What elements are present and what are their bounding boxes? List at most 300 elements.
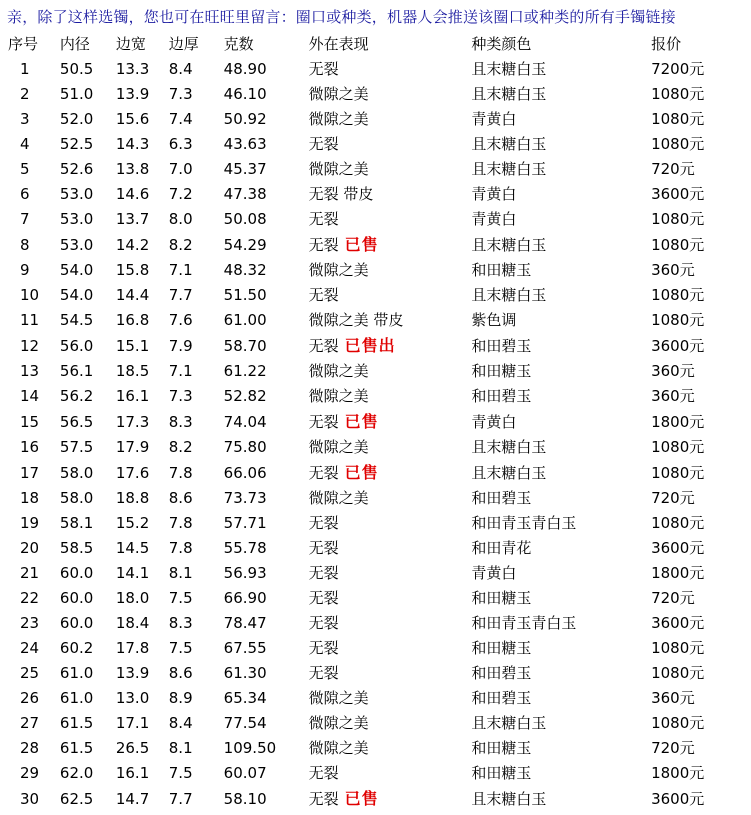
cell-inner-diameter: 60.2: [59, 639, 94, 657]
cell-grams: 55.78: [223, 539, 267, 557]
cell-no: 23: [20, 614, 40, 632]
table-row: [0, 232, 751, 258]
cell-inner-diameter: 51.0: [59, 85, 94, 103]
cell-grams: 58.70: [223, 336, 267, 355]
cell-grams: 48.32: [223, 261, 267, 279]
cell-inner-diameter: 61.5: [59, 714, 94, 732]
cell-width: 13.8: [115, 160, 150, 178]
cell-width: 13.9: [115, 85, 150, 103]
cell-appearance: [309, 82, 472, 107]
cell-no: 2: [20, 85, 30, 103]
cell-price: 1080元: [651, 286, 705, 304]
cell-kind-color: 青黄白: [471, 110, 517, 128]
header-grams: 克数: [223, 34, 254, 53]
appearance-text: 微隙之美: [308, 714, 369, 732]
cell-price: 3600元: [651, 789, 705, 808]
cell-grams: 74.04: [223, 412, 267, 431]
cell-width: 14.2: [115, 235, 150, 254]
cell-width: 17.9: [115, 438, 150, 456]
cell-grams: 56.93: [223, 564, 267, 582]
cell-inner-diameter: 56.2: [59, 387, 94, 405]
table-row: [0, 761, 751, 786]
cell-no: 24: [20, 639, 40, 657]
cell-kind-color: 和田糖玉: [471, 764, 532, 782]
cell-price: 360元: [651, 261, 695, 279]
appearance-text: 无裂: [308, 60, 339, 78]
cell-grams: 50.92: [223, 110, 267, 128]
cell-inner-diameter: 61.5: [59, 739, 94, 757]
appearance-text: 微隙之美: [308, 438, 369, 456]
appearance-text: 无裂: [308, 790, 339, 808]
cell-inner-diameter: 52.5: [59, 135, 94, 153]
table-row: [0, 711, 751, 736]
cell-thickness: 7.7: [168, 789, 193, 808]
cell-appearance: [309, 486, 472, 511]
appearance-text: 无裂: [308, 539, 339, 557]
cell-thickness: 7.8: [168, 463, 193, 482]
cell-grams: 43.63: [223, 135, 267, 153]
cell-kind-color: 且末糖白玉: [471, 463, 547, 482]
cell-no: 1: [20, 60, 30, 78]
cell-inner-diameter: 60.0: [59, 564, 94, 582]
cell-grams: 47.38: [223, 185, 267, 203]
cell-inner-diameter: 56.1: [59, 362, 94, 380]
cell-inner-diameter: 53.0: [59, 235, 94, 254]
cell-price: 720元: [651, 589, 695, 607]
cell-no: 16: [20, 438, 40, 456]
cell-price: 1080元: [651, 714, 705, 732]
cell-price: 1080元: [651, 110, 705, 128]
sold-badge: 已售: [344, 235, 379, 254]
appearance-text: 微隙之美: [308, 110, 369, 128]
cell-thickness: 8.1: [168, 564, 193, 582]
cell-appearance: [309, 536, 472, 561]
table-row: [0, 460, 751, 486]
table-row: [0, 435, 751, 460]
appearance-text: 无裂: [308, 514, 339, 532]
cell-inner-diameter: 54.5: [59, 311, 94, 329]
cell-grams: 66.90: [223, 589, 267, 607]
cell-appearance: [309, 586, 472, 611]
bracelet-table: [0, 31, 751, 812]
cell-thickness: 7.0: [168, 160, 193, 178]
appearance-text: 无裂: [308, 286, 339, 304]
appearance-text: 微隙之美: [308, 261, 369, 279]
cell-inner-diameter: 58.1: [59, 514, 94, 532]
cell-grams: 61.30: [223, 664, 267, 682]
cell-appearance: [309, 661, 472, 686]
cell-no: 18: [20, 489, 40, 507]
table-row: [0, 611, 751, 636]
cell-inner-diameter: 62.5: [59, 789, 94, 808]
sold-badge: 已售出: [344, 336, 396, 355]
cell-no: 21: [20, 564, 40, 582]
cell-thickness: 6.3: [168, 135, 193, 153]
table-header-row: [0, 31, 751, 57]
cell-grams: 77.54: [223, 714, 267, 732]
table-row: [0, 636, 751, 661]
cell-no: 26: [20, 689, 40, 707]
cell-width: 15.6: [115, 110, 150, 128]
cell-appearance: [309, 636, 472, 661]
cell-inner-diameter: 60.0: [59, 614, 94, 632]
appearance-text: 微隙之美: [308, 387, 369, 405]
cell-thickness: 8.9: [168, 689, 193, 707]
header-inner-diameter: 内径: [59, 34, 90, 53]
appearance-text: 无裂: [308, 564, 339, 582]
cell-appearance: [309, 359, 472, 384]
table-row: [0, 736, 751, 761]
cell-kind-color: 青黄白: [471, 412, 517, 431]
cell-appearance: [309, 232, 472, 258]
cell-kind-color: 青黄白: [471, 564, 517, 582]
cell-thickness: 7.2: [168, 185, 193, 203]
appearance-text: 无裂: [308, 337, 339, 355]
table-row: [0, 359, 751, 384]
appearance-text: 无裂: [308, 764, 339, 782]
cell-grams: 109.50: [223, 739, 277, 757]
header-appearance: 外在表现: [308, 34, 369, 53]
appearance-text: 微隙之美: [308, 489, 369, 507]
cell-width: 15.1: [115, 336, 150, 355]
cell-kind-color: 且末糖白玉: [471, 789, 547, 808]
table-row: [0, 536, 751, 561]
table-row: [0, 511, 751, 536]
table-row: [0, 561, 751, 586]
cell-appearance: [309, 511, 472, 536]
cell-inner-diameter: 52.0: [59, 110, 94, 128]
cell-grams: 57.71: [223, 514, 267, 532]
cell-kind-color: 且末糖白玉: [471, 438, 547, 456]
cell-appearance: [309, 258, 472, 283]
cell-thickness: 7.1: [168, 362, 193, 380]
cell-no: 27: [20, 714, 40, 732]
header-width: 边宽: [115, 34, 146, 53]
cell-thickness: 8.4: [168, 714, 193, 732]
appearance-text: 无裂: [308, 210, 339, 228]
cell-kind-color: 和田碧玉: [471, 387, 532, 405]
cell-price: 1080元: [651, 311, 705, 329]
cell-no: 3: [20, 110, 30, 128]
cell-width: 17.1: [115, 714, 150, 732]
header-thickness: 边厚: [168, 34, 199, 53]
cell-thickness: 8.0: [168, 210, 193, 228]
cell-width: 16.8: [115, 311, 150, 329]
cell-grams: 60.07: [223, 764, 267, 782]
cell-grams: 52.82: [223, 387, 267, 405]
table-row: [0, 283, 751, 308]
cell-inner-diameter: 62.0: [59, 764, 94, 782]
cell-grams: 61.22: [223, 362, 267, 380]
cell-kind-color: 且末糖白玉: [471, 135, 547, 153]
cell-appearance: [309, 611, 472, 636]
cell-inner-diameter: 58.0: [59, 463, 94, 482]
cell-kind-color: 和田碧玉: [471, 664, 532, 682]
cell-width: 26.5: [115, 739, 150, 757]
table-row: [0, 661, 751, 686]
appearance-text: 无裂: [308, 413, 339, 431]
cell-price: 3600元: [651, 614, 705, 632]
cell-thickness: 7.9: [168, 336, 193, 355]
cell-width: 14.3: [115, 135, 150, 153]
cell-no: 20: [20, 539, 40, 557]
cell-no: 5: [20, 160, 30, 178]
cell-appearance: [309, 182, 472, 207]
table-row: [0, 409, 751, 435]
cell-price: 720元: [651, 739, 695, 757]
cell-price: 1080元: [651, 514, 705, 532]
cell-kind-color: 且末糖白玉: [471, 235, 547, 254]
cell-width: 18.5: [115, 362, 150, 380]
table-row: [0, 182, 751, 207]
cell-kind-color: 且末糖白玉: [471, 60, 547, 78]
cell-kind-color: 和田碧玉: [471, 689, 532, 707]
header-price: 报价: [651, 34, 682, 53]
cell-width: 13.9: [115, 664, 150, 682]
cell-kind-color: 且末糖白玉: [471, 286, 547, 304]
cell-width: 13.7: [115, 210, 150, 228]
cell-thickness: 8.6: [168, 489, 193, 507]
cell-grams: 45.37: [223, 160, 267, 178]
cell-kind-color: 且末糖白玉: [471, 160, 547, 178]
sold-badge: 已售: [344, 463, 379, 482]
notice-text: 亲，除了这样选镯，您也可在旺旺里留言：圈口或种类，机器人会推送该圈口或种类的所有手镯链接: [7, 8, 676, 26]
cell-grams: 46.10: [223, 85, 267, 103]
cell-kind-color: 和田糖玉: [471, 589, 532, 607]
cell-inner-diameter: 61.0: [59, 689, 94, 707]
cell-width: 16.1: [115, 764, 150, 782]
cell-kind-color: 和田青花: [471, 539, 532, 557]
cell-no: 28: [20, 739, 40, 757]
cell-grams: 48.90: [223, 60, 267, 78]
cell-grams: 65.34: [223, 689, 267, 707]
cell-appearance: [309, 711, 472, 736]
cell-appearance: [309, 207, 472, 232]
cell-thickness: 7.5: [168, 764, 193, 782]
cell-no: 8: [20, 235, 30, 254]
appearance-text: 微隙之美: [308, 85, 369, 103]
sold-badge: 已售: [344, 789, 379, 808]
cell-thickness: 8.6: [168, 664, 193, 682]
cell-width: 14.6: [115, 185, 150, 203]
cell-no: 25: [20, 664, 40, 682]
cell-appearance: [309, 333, 472, 359]
cell-no: 14: [20, 387, 40, 405]
appearance-text: 无裂: [308, 464, 339, 482]
cell-width: 15.8: [115, 261, 150, 279]
cell-inner-diameter: 61.0: [59, 664, 94, 682]
cell-price: 1080元: [651, 438, 705, 456]
appearance-text: 微隙之美: [308, 689, 369, 707]
cell-width: 17.6: [115, 463, 150, 482]
table-row: [0, 57, 751, 82]
appearance-text: 无裂: [308, 589, 339, 607]
cell-width: 18.0: [115, 589, 150, 607]
cell-kind-color: 和田青玉青白玉: [471, 614, 577, 632]
cell-width: 14.4: [115, 286, 150, 304]
cell-inner-diameter: 54.0: [59, 261, 94, 279]
cell-no: 13: [20, 362, 40, 380]
appearance-text: 无裂: [308, 135, 339, 153]
cell-kind-color: 且末糖白玉: [471, 85, 547, 103]
cell-inner-diameter: 54.0: [59, 286, 94, 304]
cell-kind-color: 和田糖玉: [471, 261, 532, 279]
cell-grams: 50.08: [223, 210, 267, 228]
cell-thickness: 8.3: [168, 412, 193, 431]
cell-kind-color: 和田碧玉: [471, 489, 532, 507]
cell-appearance: [309, 157, 472, 182]
cell-appearance: [309, 384, 472, 409]
cell-inner-diameter: 58.0: [59, 489, 94, 507]
cell-appearance: [309, 409, 472, 435]
cell-inner-diameter: 56.5: [59, 412, 94, 431]
cell-appearance: [309, 460, 472, 486]
cell-price: 3600元: [651, 539, 705, 557]
cell-thickness: 8.3: [168, 614, 193, 632]
table-row: [0, 82, 751, 107]
cell-inner-diameter: 58.5: [59, 539, 94, 557]
cell-price: 360元: [651, 689, 695, 707]
table-row: [0, 686, 751, 711]
cell-thickness: 7.8: [168, 514, 193, 532]
cell-kind-color: 且末糖白玉: [471, 714, 547, 732]
cell-price: 1080元: [651, 85, 705, 103]
cell-inner-diameter: 57.5: [59, 438, 94, 456]
cell-width: 17.8: [115, 639, 150, 657]
cell-grams: 73.73: [223, 489, 267, 507]
cell-appearance: [309, 57, 472, 82]
cell-thickness: 8.2: [168, 235, 193, 254]
cell-no: 9: [20, 261, 30, 279]
cell-appearance: [309, 132, 472, 157]
cell-no: 12: [20, 336, 40, 355]
cell-no: 10: [20, 286, 40, 304]
cell-inner-diameter: 60.0: [59, 589, 94, 607]
cell-no: 22: [20, 589, 40, 607]
cell-width: 13.3: [115, 60, 150, 78]
cell-appearance: [309, 686, 472, 711]
table-row: [0, 132, 751, 157]
cell-inner-diameter: 56.0: [59, 336, 94, 355]
cell-inner-diameter: 50.5: [59, 60, 94, 78]
appearance-text: 无裂: [308, 639, 339, 657]
cell-no: 29: [20, 764, 40, 782]
cell-appearance: [309, 107, 472, 132]
cell-price: 7200元: [651, 60, 705, 78]
cell-price: 3600元: [651, 185, 705, 203]
appearance-text: 无裂: [308, 614, 339, 632]
cell-thickness: 7.6: [168, 311, 193, 329]
cell-grams: 61.00: [223, 311, 267, 329]
cell-price: 1080元: [651, 664, 705, 682]
cell-inner-diameter: 53.0: [59, 185, 94, 203]
cell-inner-diameter: 53.0: [59, 210, 94, 228]
cell-no: 19: [20, 514, 40, 532]
cell-kind-color: 和田糖玉: [471, 739, 532, 757]
cell-grams: 78.47: [223, 614, 267, 632]
cell-price: 360元: [651, 362, 695, 380]
cell-price: 1800元: [651, 564, 705, 582]
cell-thickness: 7.5: [168, 589, 193, 607]
table-row: [0, 107, 751, 132]
cell-price: 1080元: [651, 463, 705, 482]
cell-width: 14.1: [115, 564, 150, 582]
cell-no: 6: [20, 185, 30, 203]
cell-price: 1080元: [651, 639, 705, 657]
cell-thickness: 7.3: [168, 85, 193, 103]
cell-thickness: 7.1: [168, 261, 193, 279]
cell-width: 18.4: [115, 614, 150, 632]
cell-thickness: 8.1: [168, 739, 193, 757]
table-row: [0, 384, 751, 409]
cell-kind-color: 和田碧玉: [471, 336, 532, 355]
cell-kind-color: 青黄白: [471, 185, 517, 203]
cell-thickness: 8.2: [168, 438, 193, 456]
cell-price: 1800元: [651, 764, 705, 782]
table-row: [0, 333, 751, 359]
cell-price: 3600元: [651, 336, 705, 355]
cell-no: 30: [20, 789, 40, 808]
cell-thickness: 7.8: [168, 539, 193, 557]
appearance-text: 无裂: [308, 236, 339, 254]
cell-kind-color: 和田青玉青白玉: [471, 514, 577, 532]
cell-appearance: [309, 308, 472, 333]
cell-inner-diameter: 52.6: [59, 160, 94, 178]
table-row: [0, 157, 751, 182]
cell-no: 4: [20, 135, 30, 153]
cell-width: 17.3: [115, 412, 150, 431]
cell-grams: 75.80: [223, 438, 267, 456]
cell-kind-color: 紫色调: [471, 311, 517, 329]
cell-thickness: 7.4: [168, 110, 193, 128]
appearance-text: 微隙之美: [308, 160, 369, 178]
cell-width: 18.8: [115, 489, 150, 507]
cell-price: 360元: [651, 387, 695, 405]
cell-thickness: 7.5: [168, 639, 193, 657]
cell-grams: 58.10: [223, 789, 267, 808]
cell-price: 1800元: [651, 412, 705, 431]
cell-width: 15.2: [115, 514, 150, 532]
sold-badge: 已售: [344, 412, 379, 431]
cell-thickness: 8.4: [168, 60, 193, 78]
cell-grams: 54.29: [223, 235, 267, 254]
appearance-text: 微隙之美: [308, 739, 369, 757]
cell-width: 14.5: [115, 539, 150, 557]
cell-price: 1080元: [651, 135, 705, 153]
appearance-text: 无裂: [308, 664, 339, 682]
appearance-text: 微隙之美: [308, 362, 369, 380]
table-row: [0, 258, 751, 283]
cell-appearance: [309, 435, 472, 460]
cell-width: 13.0: [115, 689, 150, 707]
cell-no: 11: [20, 311, 40, 329]
cell-grams: 67.55: [223, 639, 267, 657]
cell-price: 1080元: [651, 235, 705, 254]
header-no: 序号: [8, 34, 39, 53]
appearance-text: 无裂 带皮: [308, 185, 374, 203]
header-kind-color: 种类颜色: [471, 34, 532, 53]
cell-width: 16.1: [115, 387, 150, 405]
appearance-text: 微隙之美 带皮: [308, 311, 404, 329]
cell-grams: 66.06: [223, 463, 267, 482]
cell-appearance: [309, 561, 472, 586]
cell-appearance: [309, 786, 472, 812]
cell-price: 1080元: [651, 210, 705, 228]
cell-thickness: 7.3: [168, 387, 193, 405]
cell-grams: 51.50: [223, 286, 267, 304]
cell-no: 15: [20, 412, 40, 431]
table-row: [0, 207, 751, 232]
